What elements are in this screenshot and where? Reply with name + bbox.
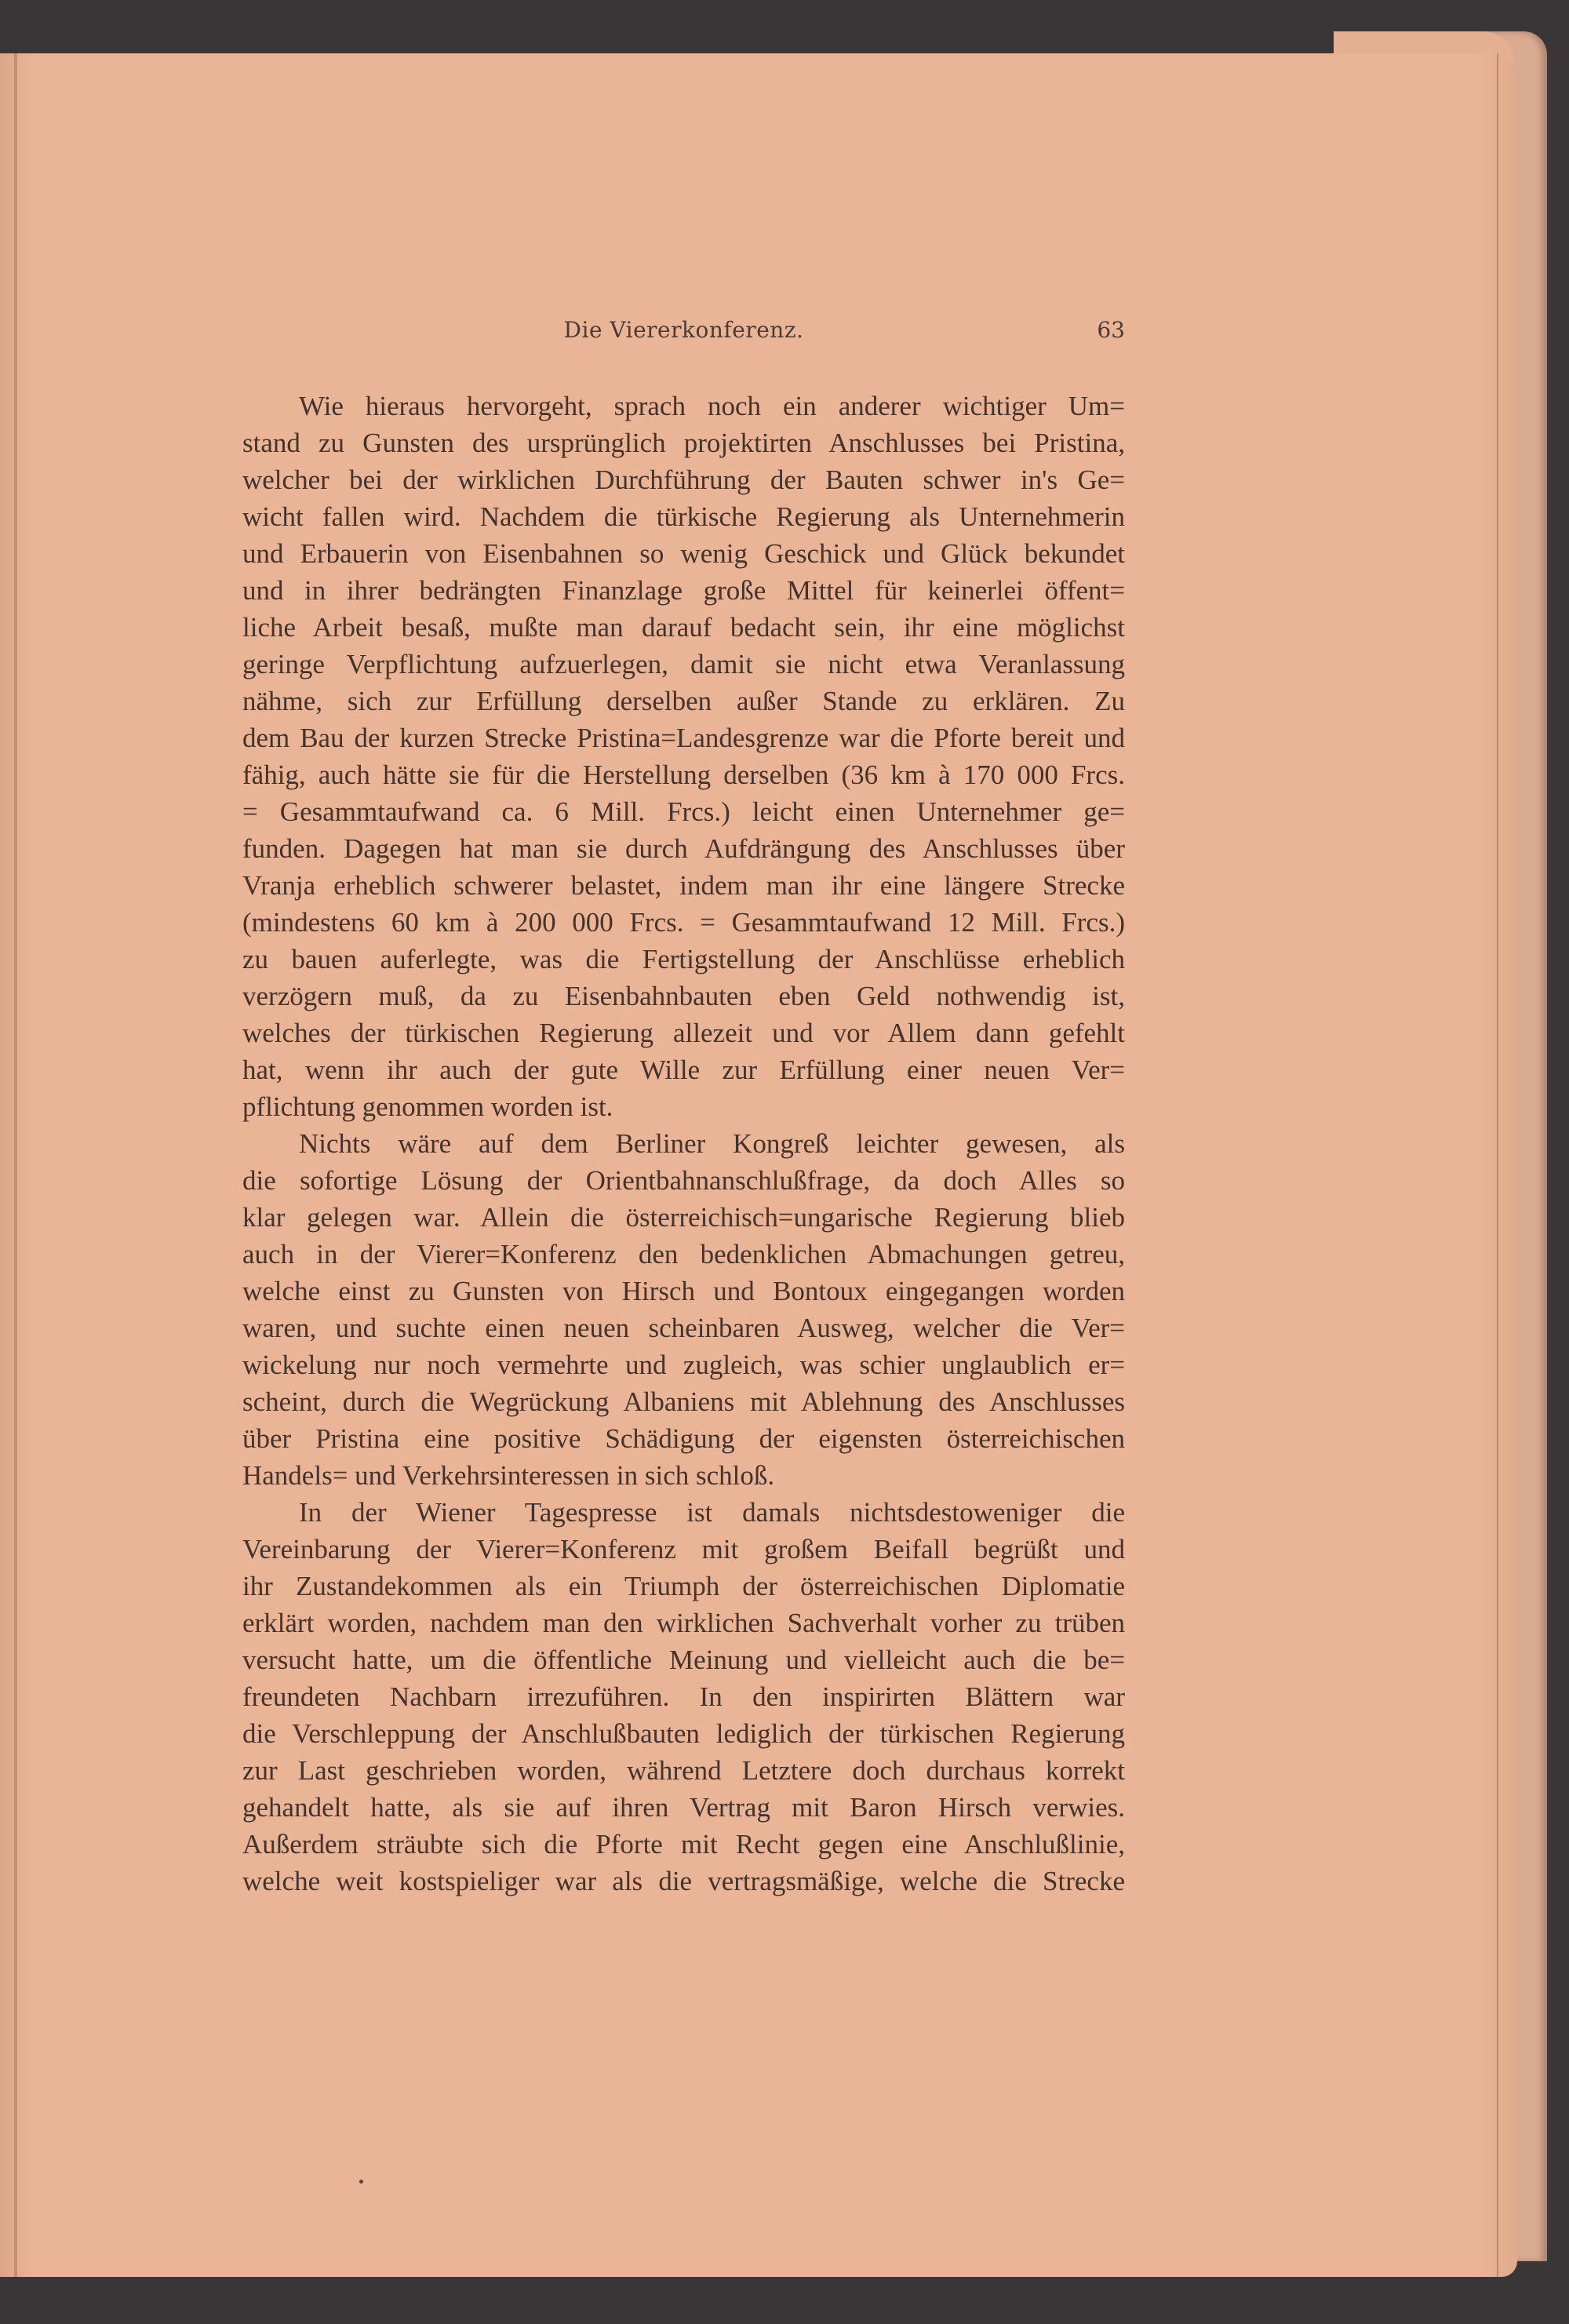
text-line: nähme, sich zur Erfüllung derselben außer Stande zu erklären. Zu — [242, 686, 1125, 716]
text-line: welcher bei der wirklichen Durchführung der Bauten schwer in's Ge= — [242, 464, 1125, 495]
text-line: Handels= und Verkehrsinteressen in sich schloß. — [242, 1460, 775, 1491]
text-line: funden. Dagegen hat man sie durch Aufdrängung des Anschlusses über — [242, 833, 1125, 864]
text-line: zu bauen auferlegte, was die Fertigstellung der Anschlüsse erheblich — [242, 944, 1125, 974]
text-line: die Verschleppung der Anschlußbauten lediglich der türkischen Regierung — [242, 1718, 1125, 1749]
text-line: Vereinbarung der Vierer=Konferenz mit großem Beifall begrüßt und — [242, 1534, 1125, 1565]
text-line: ihr Zustandekommen als ein Triumph der österreichischen Diplomatie — [242, 1571, 1125, 1601]
text-line: In der Wiener Tagespresse ist damals nichtsdestoweniger die — [299, 1497, 1125, 1528]
text-line: dem Bau der kurzen Strecke Pristina=Landesgrenze war die Pforte bereit und — [242, 723, 1125, 753]
text-line: freundeten Nachbarn irrezuführen. In den inspirirten Blättern war — [242, 1681, 1125, 1712]
text-line: waren, und suchte einen neuen scheinbaren Ausweg, welcher die Ver= — [242, 1313, 1125, 1343]
text-line: Nichts wäre auf dem Berliner Kongreß leichter gewesen, als — [299, 1128, 1125, 1159]
text-line: versucht hatte, um die öffentliche Meinung und vielleicht auch die be= — [242, 1645, 1125, 1675]
text-line: über Pristina eine positive Schädigung der eigensten österreichischen — [242, 1423, 1125, 1454]
text-line: Vranja erheblich schwerer belastet, indem man ihr eine längere Strecke — [242, 870, 1125, 901]
edge-fold — [1497, 53, 1498, 2277]
text-line: welche weit kostspieliger war als die vertragsmäßige, welche die Strecke — [242, 1866, 1125, 1896]
text-line: die sofortige Lösung der Orientbahnanschlußfrage, da doch Alles so — [242, 1165, 1125, 1196]
text-line: gehandelt hatte, als sie auf ihren Vertrag mit Baron Hirsch verwies. — [242, 1792, 1125, 1823]
text-line: geringe Verpflichtung aufzuerlegen, damit sie nicht etwa Veranlassung — [242, 649, 1125, 679]
text-line: (mindestens 60 km à 200 000 Frcs. = Gesammtaufwand 12 Mill. Frcs.) — [242, 907, 1125, 938]
text-line: zur Last geschrieben worden, während Letztere doch durchaus korrekt — [242, 1755, 1125, 1786]
body-text — [242, 388, 1125, 1900]
text-line: welche einst zu Gunsten von Hirsch und Bontoux eingegangen worden — [242, 1276, 1125, 1306]
running-title: Die Viererkonferenz. — [563, 317, 804, 343]
text-line: fähig, auch hätte sie für die Herstellung derselben (36 km à 170 000 Frcs. — [242, 759, 1125, 790]
text-line: wicht fallen wird. Nachdem die türkische Regierung als Unternehmerin — [242, 501, 1125, 532]
text-line: klar gelegen war. Allein die österreichisch=ungarische Regierung blieb — [242, 1202, 1125, 1233]
text-line: und Erbauerin von Eisenbahnen so wenig Geschick und Glück bekundet — [242, 538, 1125, 569]
text-line: welches der türkischen Regierung allezeit und vor Allem dann gefehlt — [242, 1018, 1125, 1048]
gutter-fold — [14, 53, 17, 2277]
text-line: = Gesammtaufwand ca. 6 Mill. Frcs.) leicht einen Unternehmer ge= — [242, 796, 1125, 827]
text-line: auch in der Vierer=Konferenz den bedenklichen Abmachungen getreu, — [242, 1239, 1125, 1269]
text-line: scheint, durch die Wegrückung Albaniens mit Ablehnung des Anschlusses — [242, 1386, 1125, 1417]
text-line: liche Arbeit besaß, mußte man darauf bedacht sein, ihr eine möglichst — [242, 612, 1125, 643]
text-line: wickelung nur noch vermehrte und zugleich, was schier unglaublich er= — [242, 1350, 1125, 1380]
text-line: verzögern muß, da zu Eisenbahnbauten eben Geld nothwendig ist, — [242, 981, 1125, 1011]
text-line: pflichtung genommen worden ist. — [242, 1091, 613, 1122]
text-line: Wie hieraus hervorgeht, sprach noch ein anderer wichtiger Um= — [299, 391, 1125, 421]
text-line: Außerdem sträubte sich die Pforte mit Recht gegen eine Anschlußlinie, — [242, 1829, 1125, 1860]
text-line: erklärt worden, nachdem man den wirklichen Sachverhalt vorher zu trüben — [242, 1608, 1125, 1638]
text-line: stand zu Gunsten des ursprünglich projektirten Anschlusses bei Pristina, — [242, 428, 1125, 458]
page-header — [242, 317, 1125, 352]
page-number: 63 — [1097, 317, 1125, 343]
text-line: und in ihrer bedrängten Finanzlage große Mittel für keinerlei öffent= — [242, 575, 1125, 606]
text-line: hat, wenn ihr auch der gute Wille zur Erfüllung einer neuen Ver= — [242, 1055, 1125, 1085]
paper-speck — [359, 2180, 363, 2184]
